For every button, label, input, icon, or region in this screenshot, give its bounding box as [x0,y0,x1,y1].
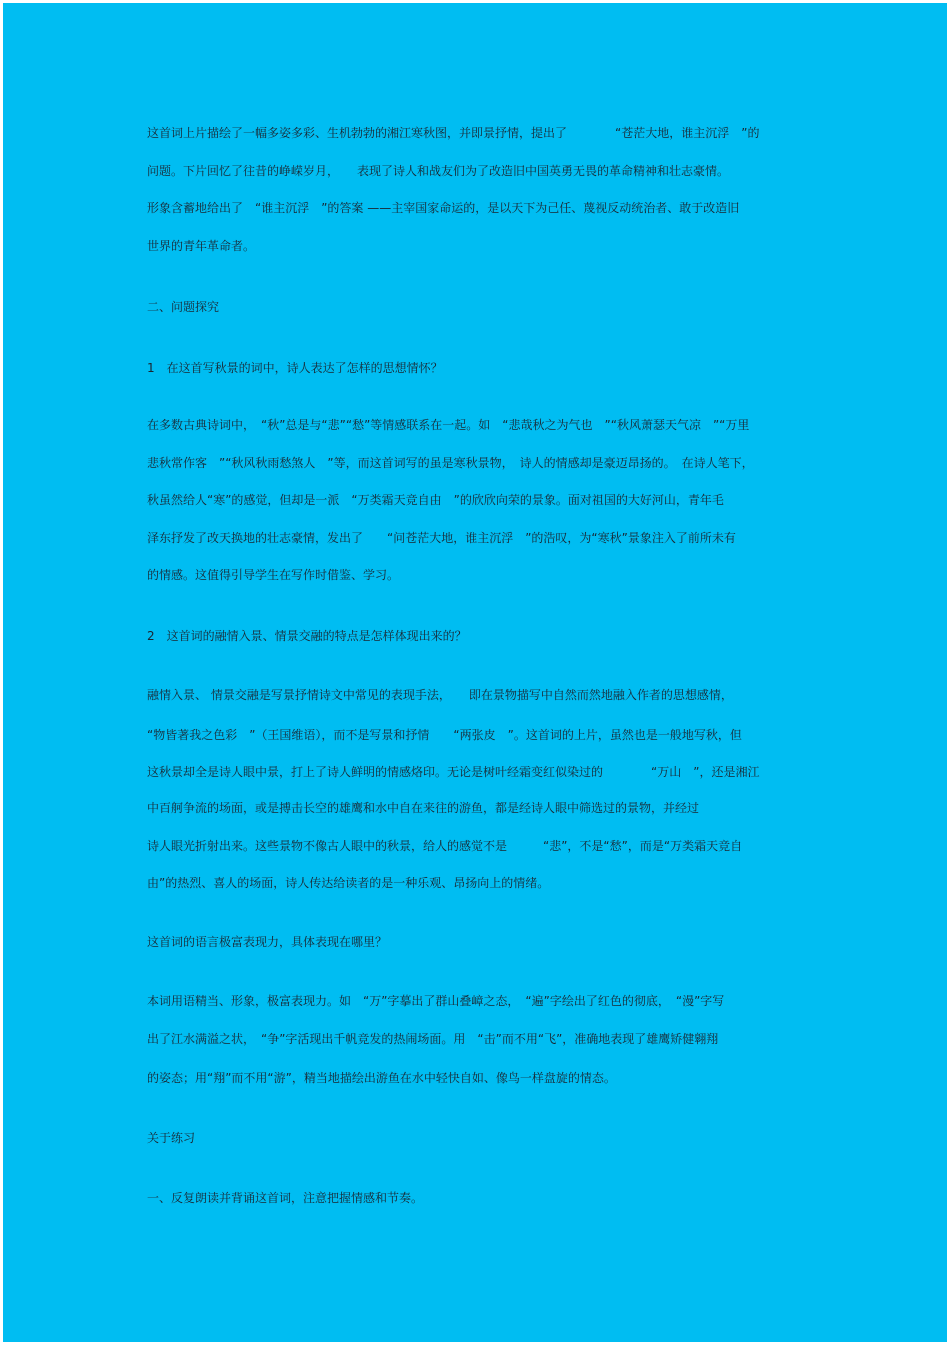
answer-3-line-2: 出了江水满溢之状， “争”字活现出千帆竞发的热闹场面。用 “击”而不用“飞”，准确地表现了雄鹰矫健翱翔 [147,1032,719,1046]
exercise-1: 一、反复朗读并背诵这首词，注意把握情感和节奏。 [147,1191,424,1205]
section-heading-exercises: 关于练习 [147,1131,196,1145]
section-heading-questions: 二、问题探究 [147,300,220,314]
paragraph-1-line-2: 问题。下片回忆了往昔的峥嵘岁月， 表现了诗人和战友们为了改造旧中国英勇无畏的革命精神和壮志豪情。 [147,164,730,178]
document-page [3,3,947,1342]
answer-2-line-3: 这秋景却全是诗人眼中景，打上了诗人鲜明的情感烙印。无论是树叶经霜变红似染过的 “万山 ”，还是湘江 [147,765,760,779]
answer-2-line-4: 中百舸争流的场面，或是搏击长空的雄鹰和水中自在来往的游鱼，都是经诗人眼中筛选过的景物，并经过 [147,801,700,815]
answer-2-line-6: 由”的热烈、喜人的场面，诗人传达给读者的是一种乐观、昂扬向上的情绪。 [147,876,550,890]
question-3: 这首词的语言极富表现力，具体表现在哪里？ [147,935,388,949]
answer-3-line-1: 本词用语精当、形象，极富表现力。如 “万”字摹出了群山叠嶂之态， “遍”字绘出了红色的彻底， “漫”字写 [147,994,725,1008]
answer-1-line-1: 在多数古典诗词中， “秋”总是与“悲”“愁”等情感联系在一起。如 “悲哉秋之为气也 ”“秋风萧瑟天气凉 ”“万里 [147,418,750,432]
paragraph-1-line-3: 形象含蓄地给出了 “谁主沉浮 ”的答案 ——主宰国家命运的，是以天下为己任、蔑视反动统治者、敢于改造旧 [147,201,740,215]
answer-1-line-5: 的情感。这值得引导学生在写作时借鉴、学习。 [147,568,400,582]
answer-3-line-3: 的姿态；用“翔”而不用“游”，精当地描绘出游鱼在水中轻快自如、像鸟一样盘旋的情态。 [147,1071,616,1085]
answer-1-line-2: 悲秋常作客 ”“秋风秋雨愁煞人 ”等，而这首词写的虽是寒秋景物， 诗人的情感却是豪迈昂扬的。 在诗人笔下， [147,456,754,470]
answer-2-line-5: 诗人眼光折射出来。这些景物不像古人眼中的秋景，给人的感觉不是 “悲”，不是“愁”，而是“万类霜天竞自 [147,839,743,853]
question-2: 2 这首词的融情入景、情景交融的特点是怎样体现出来的？ [147,629,467,643]
paragraph-1-line-4: 世界的青年革命者。 [147,239,256,253]
answer-1-line-3: 秋虽然给人“寒”的感觉，但却是一派 “万类霜天竞自由 ”的欣欣向荣的景象。面对祖国的大好河山，青年毛 [147,493,724,507]
answer-1-line-4: 泽东抒发了改天换地的壮志豪情，发出了 “问苍茫大地，谁主沉浮 ”的浩叹，为“寒秋”景象注入了前所未有 [147,531,736,545]
answer-2-line-1: 融情入景、 情景交融是写景抒情诗文中常见的表现手法， 即在景物描写中自然而然地融入作者的思想感情， [147,688,733,702]
paragraph-1-line-1: 这首词上片描绘了一幅多姿多彩、生机勃勃的湘江寒秋图，并即景抒情，提出了 “苍茫大地，谁主沉浮 ”的 [147,126,760,140]
answer-2-line-2: “物皆著我之色彩 ”（王国维语），而不是写景和抒情 “两张皮 ”。这首词的上片，虽然也是一般地写秋，但 [147,728,742,742]
question-1: 1 在这首写秋景的词中，诗人表达了怎样的思想情怀？ [147,361,443,375]
